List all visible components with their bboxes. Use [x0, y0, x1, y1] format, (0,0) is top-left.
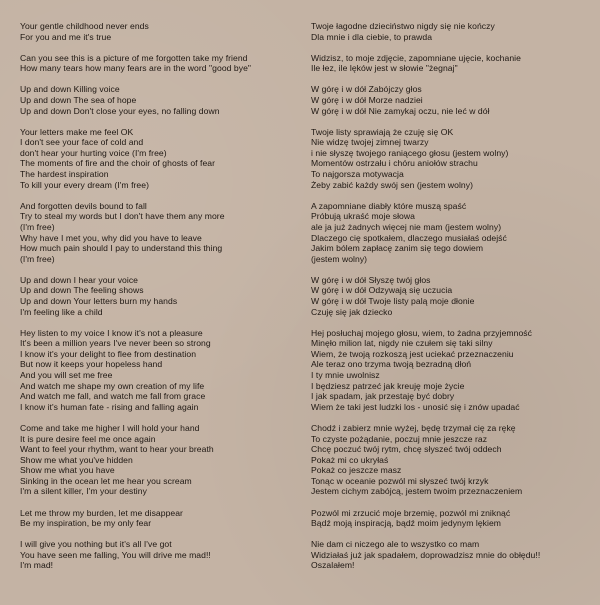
- lyric-line: (I'm free): [20, 253, 55, 264]
- lyric-line: The hardest inspiration: [20, 169, 109, 180]
- lyric-line: I jak spadam, jak przestaję być dobry: [311, 391, 455, 402]
- lyric-line: To czyste pożądanie, poczuj mnie jeszcze raz: [311, 433, 488, 444]
- lyric-line: i nie słyszę twojego raniącego głosu (jestem wolny): [311, 147, 509, 158]
- lyric-line: Up and down The feeling shows: [20, 285, 144, 296]
- lyrics-stanza: [311, 21, 591, 42]
- lyric-line: (jestem wolny): [311, 253, 368, 264]
- lyric-line: I know it's your delight to flee from destination: [20, 348, 197, 359]
- lyric-line: Momentów ostrzału i chóru aniołów strachu: [311, 158, 478, 169]
- lyrics-stanza: [20, 127, 300, 191]
- lyric-line: W górę i w dół Odzywają się uczucia: [311, 285, 453, 296]
- lyrics-stanza: [20, 423, 300, 497]
- lyrics-stanza: [20, 53, 300, 74]
- lyric-line: Up and down I hear your voice: [20, 274, 139, 285]
- lyric-line: Try to steal my words but I don't have them any more: [20, 211, 225, 222]
- lyric-line: W górę i w dół Morze nadziei: [311, 94, 423, 105]
- lyric-line: Jestem cichym zabójcą, jestem twoim przeznaczeniem: [311, 486, 523, 497]
- lyric-line: Hej posłuchaj mojego głosu, wiem, to żadna przyjemność: [311, 327, 532, 338]
- lyric-line: Widziałaś już jak spadałem, doprowadzisz mnie do obłędu!!: [311, 549, 541, 560]
- lyric-line: But now it keeps your hopeless hand: [20, 359, 163, 370]
- lyric-line: To najgorsza motywacja: [311, 169, 404, 180]
- lyric-line: I ty mnie uwolnisz: [311, 370, 380, 381]
- lyric-line: Why have I met you, why did you have to leave: [20, 232, 202, 243]
- lyric-line: A zapomniane diabły które muszą spaść: [311, 200, 467, 211]
- lyric-line: Your letters make me feel OK: [20, 126, 134, 137]
- lyrics-stanza: [311, 53, 591, 74]
- lyric-line: Pokaż co jeszcze masz: [311, 465, 402, 476]
- lyric-line: It is pure desire feel me once again: [20, 433, 156, 444]
- lyric-line: Up and down Your letters burn my hands: [20, 295, 178, 306]
- lyric-line: For you and me it's true: [20, 31, 112, 42]
- lyric-line: Chodź i zabierz mnie wyżej, będę trzymał cię za rękę: [311, 422, 516, 433]
- lyrics-stanza: [20, 508, 300, 529]
- lyric-line: W górę i w dół Twoje listy palą moje dłonie: [311, 295, 475, 306]
- lyric-line: don't hear your hurting voice (I'm free): [20, 147, 167, 158]
- lyric-line: How many tears how many fears are in the word "good bye": [20, 63, 252, 74]
- lyric-line: Dla mnie i dla ciebie, to prawda: [311, 31, 433, 42]
- lyric-line: Want to feel your rhythm, want to hear your breath: [20, 444, 214, 455]
- lyric-line: Twoje łagodne dzieciństwo nigdy się nie kończy: [311, 21, 495, 31]
- lyric-line: Come and take me higher I will hold your hand: [20, 422, 200, 433]
- lyric-line: Żeby zabić każdy swój sen (jestem wolny): [311, 179, 473, 190]
- lyric-line: Nie dam ci niczego ale to wszystko co mam: [311, 539, 480, 550]
- lyric-line: I don't see your face of cold and: [20, 137, 144, 148]
- lyrics-stanza: [311, 539, 591, 571]
- lyric-line: Hey listen to my voice I know it's not a pleasure: [20, 327, 203, 338]
- lyrics-stanza: [20, 21, 300, 42]
- lyric-line: It's been a million years I've never been so strong: [20, 338, 211, 349]
- lyric-line: Sinking in the ocean let me hear you scream: [20, 475, 192, 486]
- lyric-line: Be my inspiration, be my only fear: [20, 518, 152, 529]
- lyric-line: ale ja już żadnych więcej nie mam (jestem wolny): [311, 221, 502, 232]
- lyrics-stanza: [311, 84, 591, 116]
- lyrics-stanza: [311, 328, 591, 413]
- lyric-line: Bądź moją inspiracją, bądź moim jedynym lękiem: [311, 518, 502, 529]
- lyric-line: I'm a silent killer, I'm your destiny: [20, 486, 147, 497]
- lyric-line: And watch me fall, and watch me fall from grace: [20, 391, 206, 402]
- lyric-line: Dlaczego cię spotkałem, dlaczego musiałaś odejść: [311, 232, 507, 243]
- lyric-line: To kill your every dream (I'm free): [20, 179, 149, 190]
- lyric-line: Pokaż mi co ukryłaś: [311, 454, 389, 465]
- lyric-line: W górę i w dół Zabójczy głos: [311, 84, 422, 95]
- lyric-line: And you will set me free: [20, 370, 113, 381]
- lyric-line: W górę i w dół Nie zamykaj oczu, nie leć w dół: [311, 105, 490, 116]
- lyric-line: Twoje listy sprawiają że czuję się OK: [311, 126, 454, 137]
- lyric-line: And forgotten devils bound to fall: [20, 200, 147, 211]
- lyrics-stanza: [20, 84, 300, 116]
- lyric-line: Ale teraz ono trzyma twoją bezradną dłoń: [311, 359, 472, 370]
- lyrics-stanza: [311, 508, 591, 529]
- lyric-line: Show me what you've hidden: [20, 454, 133, 465]
- lyric-line: Show me what you have: [20, 465, 115, 476]
- english-lyrics-column: [20, 21, 300, 582]
- lyric-line: I will give you nothing but it's all I've got: [20, 539, 172, 550]
- lyrics-stanza: [311, 423, 591, 497]
- lyric-line: Widzisz, to moje zdjęcie, zapomniane ujęcie, kochanie: [311, 52, 521, 63]
- lyric-line: Let me throw my burden, let me disappear: [20, 507, 183, 518]
- polish-lyrics-column: [311, 21, 591, 582]
- lyric-line: Oszalałem!: [311, 560, 355, 571]
- lyric-line: Nie widzę twojej zimnej twarzy: [311, 137, 429, 148]
- lyric-line: Your gentle childhood never ends: [20, 21, 149, 31]
- lyric-line: Up and down Don't close your eyes, no falling down: [20, 105, 220, 116]
- lyric-line: Up and down The sea of hope: [20, 94, 137, 105]
- lyric-line: Can you see this is a picture of me forgotten take my friend: [20, 52, 248, 63]
- lyric-line: I'm feeling like a child: [20, 306, 103, 317]
- lyric-line: Pozwól mi zrzucić moje brzemię, pozwól mi zniknąć: [311, 507, 511, 518]
- lyric-line: Tonąc w oceanie pozwól mi słyszeć twój krzyk: [311, 475, 489, 486]
- lyrics-stanza: [311, 127, 591, 191]
- lyrics-stanza: [311, 275, 591, 317]
- lyric-line: W górę i w dół Słyszę twój głos: [311, 274, 431, 285]
- lyric-line: I będziesz patrzeć jak kreuję moje życie: [311, 380, 465, 391]
- lyric-line: I know it's human fate - rising and falling again: [20, 401, 199, 412]
- lyric-line: Chcę poczuć twój rytm, chcę słyszeć twój oddech: [311, 444, 502, 455]
- lyrics-stanza: [311, 201, 591, 265]
- lyric-line: Wiem, że twoją rozkoszą jest uciekać przeznaczeniu: [311, 348, 514, 359]
- lyric-line: I'm mad!: [20, 560, 54, 571]
- lyric-line: Próbują ukraść moje słowa: [311, 211, 415, 222]
- lyric-line: How much pain should I pay to understand this thing: [20, 243, 223, 254]
- lyric-line: Wiem że taki jest ludzki los - unosić się i znów upadać: [311, 401, 520, 412]
- lyric-line: Up and down Killing voice: [20, 84, 120, 95]
- lyrics-stanza: [20, 328, 300, 413]
- lyric-line: Minęło milion lat, nigdy nie czułem się taki silny: [311, 338, 493, 349]
- lyrics-stanza: [20, 275, 300, 317]
- lyric-line: The moments of fire and the choir of ghosts of fear: [20, 158, 216, 169]
- lyrics-stanza: [20, 201, 300, 265]
- lyrics-stanza: [20, 539, 300, 571]
- lyric-line: Czuję się jak dziecko: [311, 306, 393, 317]
- lyric-line: You have seen me falling, You will drive me mad!!: [20, 549, 211, 560]
- lyric-line: Ile łez, ile lęków jest w słowie "żegnaj": [311, 63, 458, 74]
- lyric-line: Jakim bólem zapłacę zanim się tego dowiem: [311, 243, 484, 254]
- lyric-line: And watch me shape my own creation of my life: [20, 380, 205, 391]
- lyric-line: (I'm free): [20, 221, 55, 232]
